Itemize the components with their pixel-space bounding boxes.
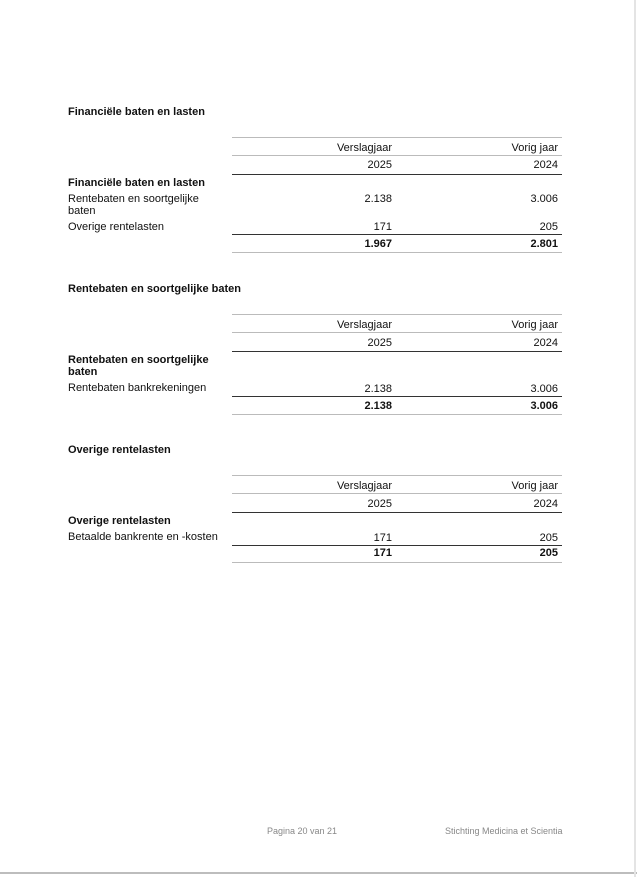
total-previous: 2.801 [530,238,558,250]
header-rule [232,493,562,494]
subtotal-rule [232,234,562,235]
row-label-overige-rentelasten: Overige rentelasten [68,221,164,233]
row-value-current: 171 [373,221,392,233]
year-previous: 2024 [533,498,558,510]
subtotal-rule [232,396,562,397]
total-current: 171 [373,547,392,559]
table-section-label: Financiële baten en lasten [68,177,205,189]
header-vorig-jaar: Vorig jaar [511,319,558,331]
table-section-label: Rentebaten en soortgelijke baten [68,354,209,378]
header-rule [232,332,562,333]
total-rule [232,562,562,563]
year-current: 2025 [367,159,392,171]
year-current: 2025 [367,337,392,349]
organization-name: Stichting Medicina et Scientia [445,826,563,836]
row-value-current: 171 [373,532,392,544]
row-value-previous: 205 [539,221,558,233]
table-top-rule [232,475,562,476]
year-previous: 2024 [533,159,558,171]
row-label-rentebaten: Rentebaten en soortgelijke baten [68,193,199,217]
year-current: 2025 [367,498,392,510]
total-previous: 3.006 [530,400,558,412]
page-number: Pagina 20 van 21 [267,826,338,836]
total-rule [232,414,562,415]
subtotal-rule [232,545,562,546]
year-rule [232,351,562,352]
table-section-label: Overige rentelasten [68,515,171,527]
row-value-current: 2.138 [364,193,392,205]
row-value-previous: 3.006 [530,193,558,205]
year-rule [232,512,562,513]
scan-edge-right [634,0,636,877]
year-previous: 2024 [533,337,558,349]
table-top-rule [232,137,562,138]
scan-edge-bottom [0,872,637,874]
row-label-betaalde-bankrente: Betaalde bankrente en -kosten [68,531,218,543]
total-rule [232,252,562,253]
section-title-financiele-baten: Financiële baten en lasten [68,106,205,118]
total-current: 1.967 [364,238,392,250]
header-verslagjaar: Verslagjaar [336,480,392,492]
row-value-current: 2.138 [364,383,392,395]
total-previous: 205 [539,547,558,559]
header-verslagjaar: Verslagjaar [336,319,392,331]
year-rule [232,174,562,175]
header-rule [232,155,562,156]
row-label-rentebaten-bankrekeningen: Rentebaten bankrekeningen [68,382,207,394]
header-verslagjaar: Verslagjaar [336,142,392,154]
header-vorig-jaar: Vorig jaar [511,142,558,154]
table-top-rule [232,314,562,315]
row-value-previous: 205 [539,532,558,544]
section-title-overige-rentelasten: Overige rentelasten [68,444,171,456]
row-value-previous: 3.006 [530,383,558,395]
section-title-rentebaten: Rentebaten en soortgelijke baten [68,283,241,295]
total-current: 2.138 [364,400,392,412]
header-vorig-jaar: Vorig jaar [511,480,558,492]
